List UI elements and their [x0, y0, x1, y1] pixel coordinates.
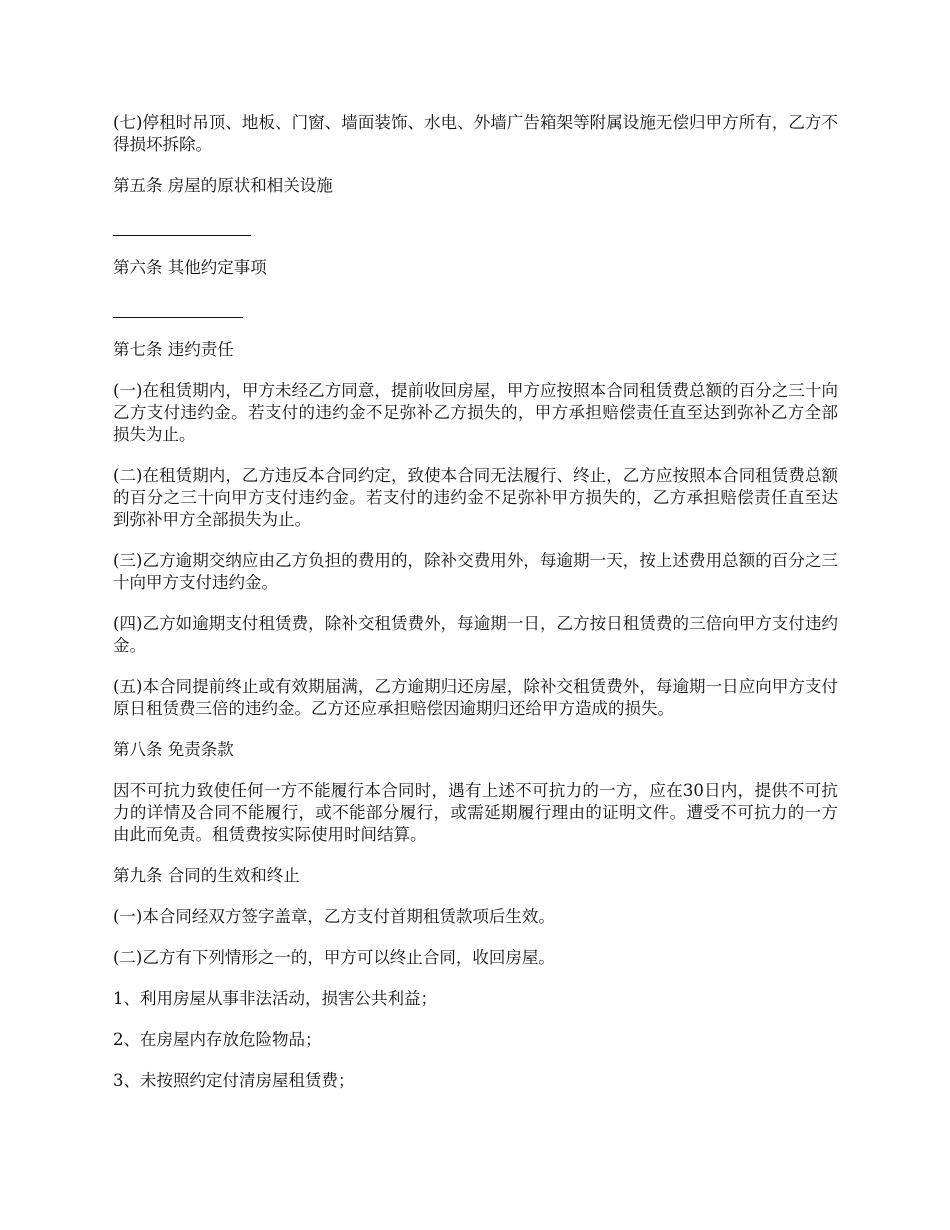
- article-5-heading: 第五条 房屋的原状和相关设施: [113, 176, 333, 195]
- article-9-heading: 第九条 合同的生效和终止: [113, 866, 300, 885]
- underline: [113, 317, 243, 318]
- article-7-item-5: (五)本合同提前终止或有效期届满，乙方逾期归还房屋，除补交租赁费外，每逾期一日应向甲方支付原日租赁费三倍的违约金。乙方还应承担赔偿因逾期归还给甲方造成的损失。: [113, 677, 838, 718]
- article-7-item-4: (四)乙方如逾期支付租赁费，除补交租赁费外，每逾期一日，乙方按日租赁费的三倍向甲方支付违约金。: [113, 614, 838, 655]
- article-6-blank-line: [113, 298, 838, 320]
- article-9-item-1: (一)本合同经双方签字盖章，乙方支付首期租赁款项后生效。: [113, 907, 555, 926]
- article-9-item-2: (二)乙方有下列情形之一的，甲方可以终止合同，收回房屋。: [113, 948, 555, 967]
- list-item-2: 2、在房屋内存放危险物品；: [113, 1030, 322, 1049]
- clause-7-7-text: (七)停租时吊顶、地板、门窗、墙面装饰、水电、外墙广告箱架等附属设施无偿归甲方所有，乙方不得损坏拆除。: [113, 113, 838, 154]
- document-page: [113, 112, 838, 1111]
- article-8-heading: 第八条 免责条款: [113, 740, 234, 759]
- article-5-blank-line: [113, 216, 838, 238]
- underline: [113, 235, 251, 236]
- list-item-3: 3、未按照约定付清房屋租赁费；: [113, 1071, 355, 1090]
- article-7-heading: 第七条 违约责任: [113, 340, 234, 359]
- article-6-heading: 第六条 其他约定事项: [113, 258, 267, 277]
- article-7-item-2: (二)在租赁期内，乙方违反本合同约定，致使本合同无法履行、终止，乙方应按照本合同租赁费总额的百分之三十向甲方支付违约金。若支付的违约金不足弥补甲方损失的，乙方承担赔偿责任直至达到弥补甲方全部损失为止。: [113, 466, 838, 529]
- list-item-1: 1、利用房屋从事非法活动，损害公共利益；: [113, 989, 437, 1008]
- article-8-text: 因不可抗力致使任何一方不能履行本合同时，遇有上述不可抗力的一方，应在30日内，提供不可抗力的详情及合同不能履行，或不能部分履行，或需延期履行理由的证明文件。遭受不可抗力的一方由此而免责。租赁费按实际使用时间结算。: [113, 781, 838, 844]
- article-7-item-3: (三)乙方逾期交纳应由乙方负担的费用的，除补交费用外，每逾期一天，按上述费用总额的百分之三十向甲方支付违约金。: [113, 551, 838, 592]
- article-7-item-1: (一)在租赁期内，甲方未经乙方同意，提前收回房屋，甲方应按照本合同租赁费总额的百分之三十向乙方支付违约金。若支付的违约金不足弥补乙方损失的，甲方承担赔偿责任直至达到弥补乙方全部损失为止。: [113, 381, 838, 444]
